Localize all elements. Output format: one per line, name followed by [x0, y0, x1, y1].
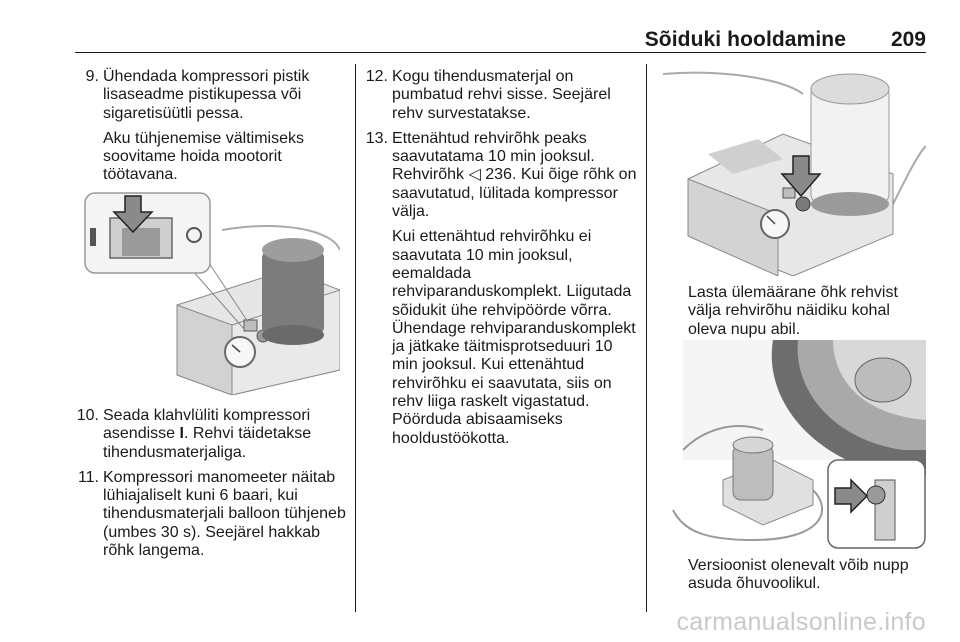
- step-note: Aku tühjenemise vältimiseks soovitame hoida mootorit töötavana.: [103, 129, 304, 184]
- column-divider-right: [646, 64, 647, 612]
- page-header: [75, 26, 926, 53]
- step-13: [364, 130, 640, 448]
- column-left-bottom: [75, 407, 347, 567]
- step-number: 11.: [77, 468, 99, 486]
- caption-button-location: Versioonist olenevalt võib nupp asuda õhuvoolikul.: [688, 557, 909, 593]
- step-text: [392, 130, 640, 221]
- step-10: [75, 407, 347, 462]
- step-text: Ühendada kompressori pistik lisaseadme pistikupessa või sigaretisüütli pessa.: [103, 68, 310, 122]
- step-note: Kui ettenähtud rehvirõhku ei saavutata 10 min jooksul, eemaldada rehviparanduskomplekt. Liigutada sõidukit ühe rehvipöörde võrra. Ühendage rehviparanduskomplekt ja jätkake täitmisprotseduuri 10 min jooksul. Kui ettenähtud rehvirõhku ei saavutata, siis on rehv liiga raskelt vigastatud. Pöörduda abisaamiseks hooldustöökotta.: [392, 228, 636, 447]
- caption-release-air: Lasta ülemäärane õhk rehvist välja rehvirõhu näidiku kohal oleva nupu abil.: [688, 284, 898, 338]
- switch-position-label: I: [179, 425, 184, 443]
- step-number: 9.: [85, 68, 99, 85]
- compressor-switch-figure: [82, 190, 340, 395]
- step-11: [75, 469, 347, 560]
- step-text: Kompressori manomeeter näitab lühiajaliselt kuni 6 baari, kui tihendusmaterjali balloon tühjeneb (umbes 30 s). Seejärel hakkab rõhk langema.: [103, 468, 346, 560]
- step-text-part: Seada klahvlüliti kompressori asendisse: [103, 407, 311, 443]
- step-text-part: . Kui õige rõhk on saavutatud, lülitada kompressor välja.: [392, 166, 637, 221]
- page-reference: 236: [485, 166, 512, 184]
- reference-arrow-icon: ◁: [468, 166, 481, 184]
- section-title: Sõiduki hooldamine: [644, 28, 846, 51]
- step-text-part: Ettenähtud rehvirõhk peaks saavutatama 10 min jooksul. Rehvirõhk: [392, 129, 595, 184]
- compressor-switch-illustration: [82, 190, 340, 395]
- column-left-top: [75, 68, 347, 192]
- page-number: 209: [890, 28, 926, 51]
- step-text: [103, 407, 347, 462]
- column-middle: [364, 68, 640, 455]
- wheel-hose-figure: [663, 340, 926, 550]
- step-text-part: . Rehvi täidetakse tihendusmaterjaliga.: [103, 425, 312, 461]
- step-12: [364, 68, 640, 123]
- step-number: 10.: [76, 407, 99, 424]
- compressor-button-illustration: [663, 64, 926, 276]
- step-9: [75, 68, 347, 185]
- wheel-hose-illustration: [663, 340, 926, 550]
- step-number: 12.: [365, 68, 388, 85]
- watermark: carmanualsonline.info: [676, 608, 926, 636]
- step-text: Kogu tihendusmaterjal on pumbatud rehvi sisse. Seejärel rehv survestatakse.: [392, 68, 611, 122]
- compressor-button-figure: [663, 64, 926, 276]
- step-number: 13.: [365, 129, 388, 147]
